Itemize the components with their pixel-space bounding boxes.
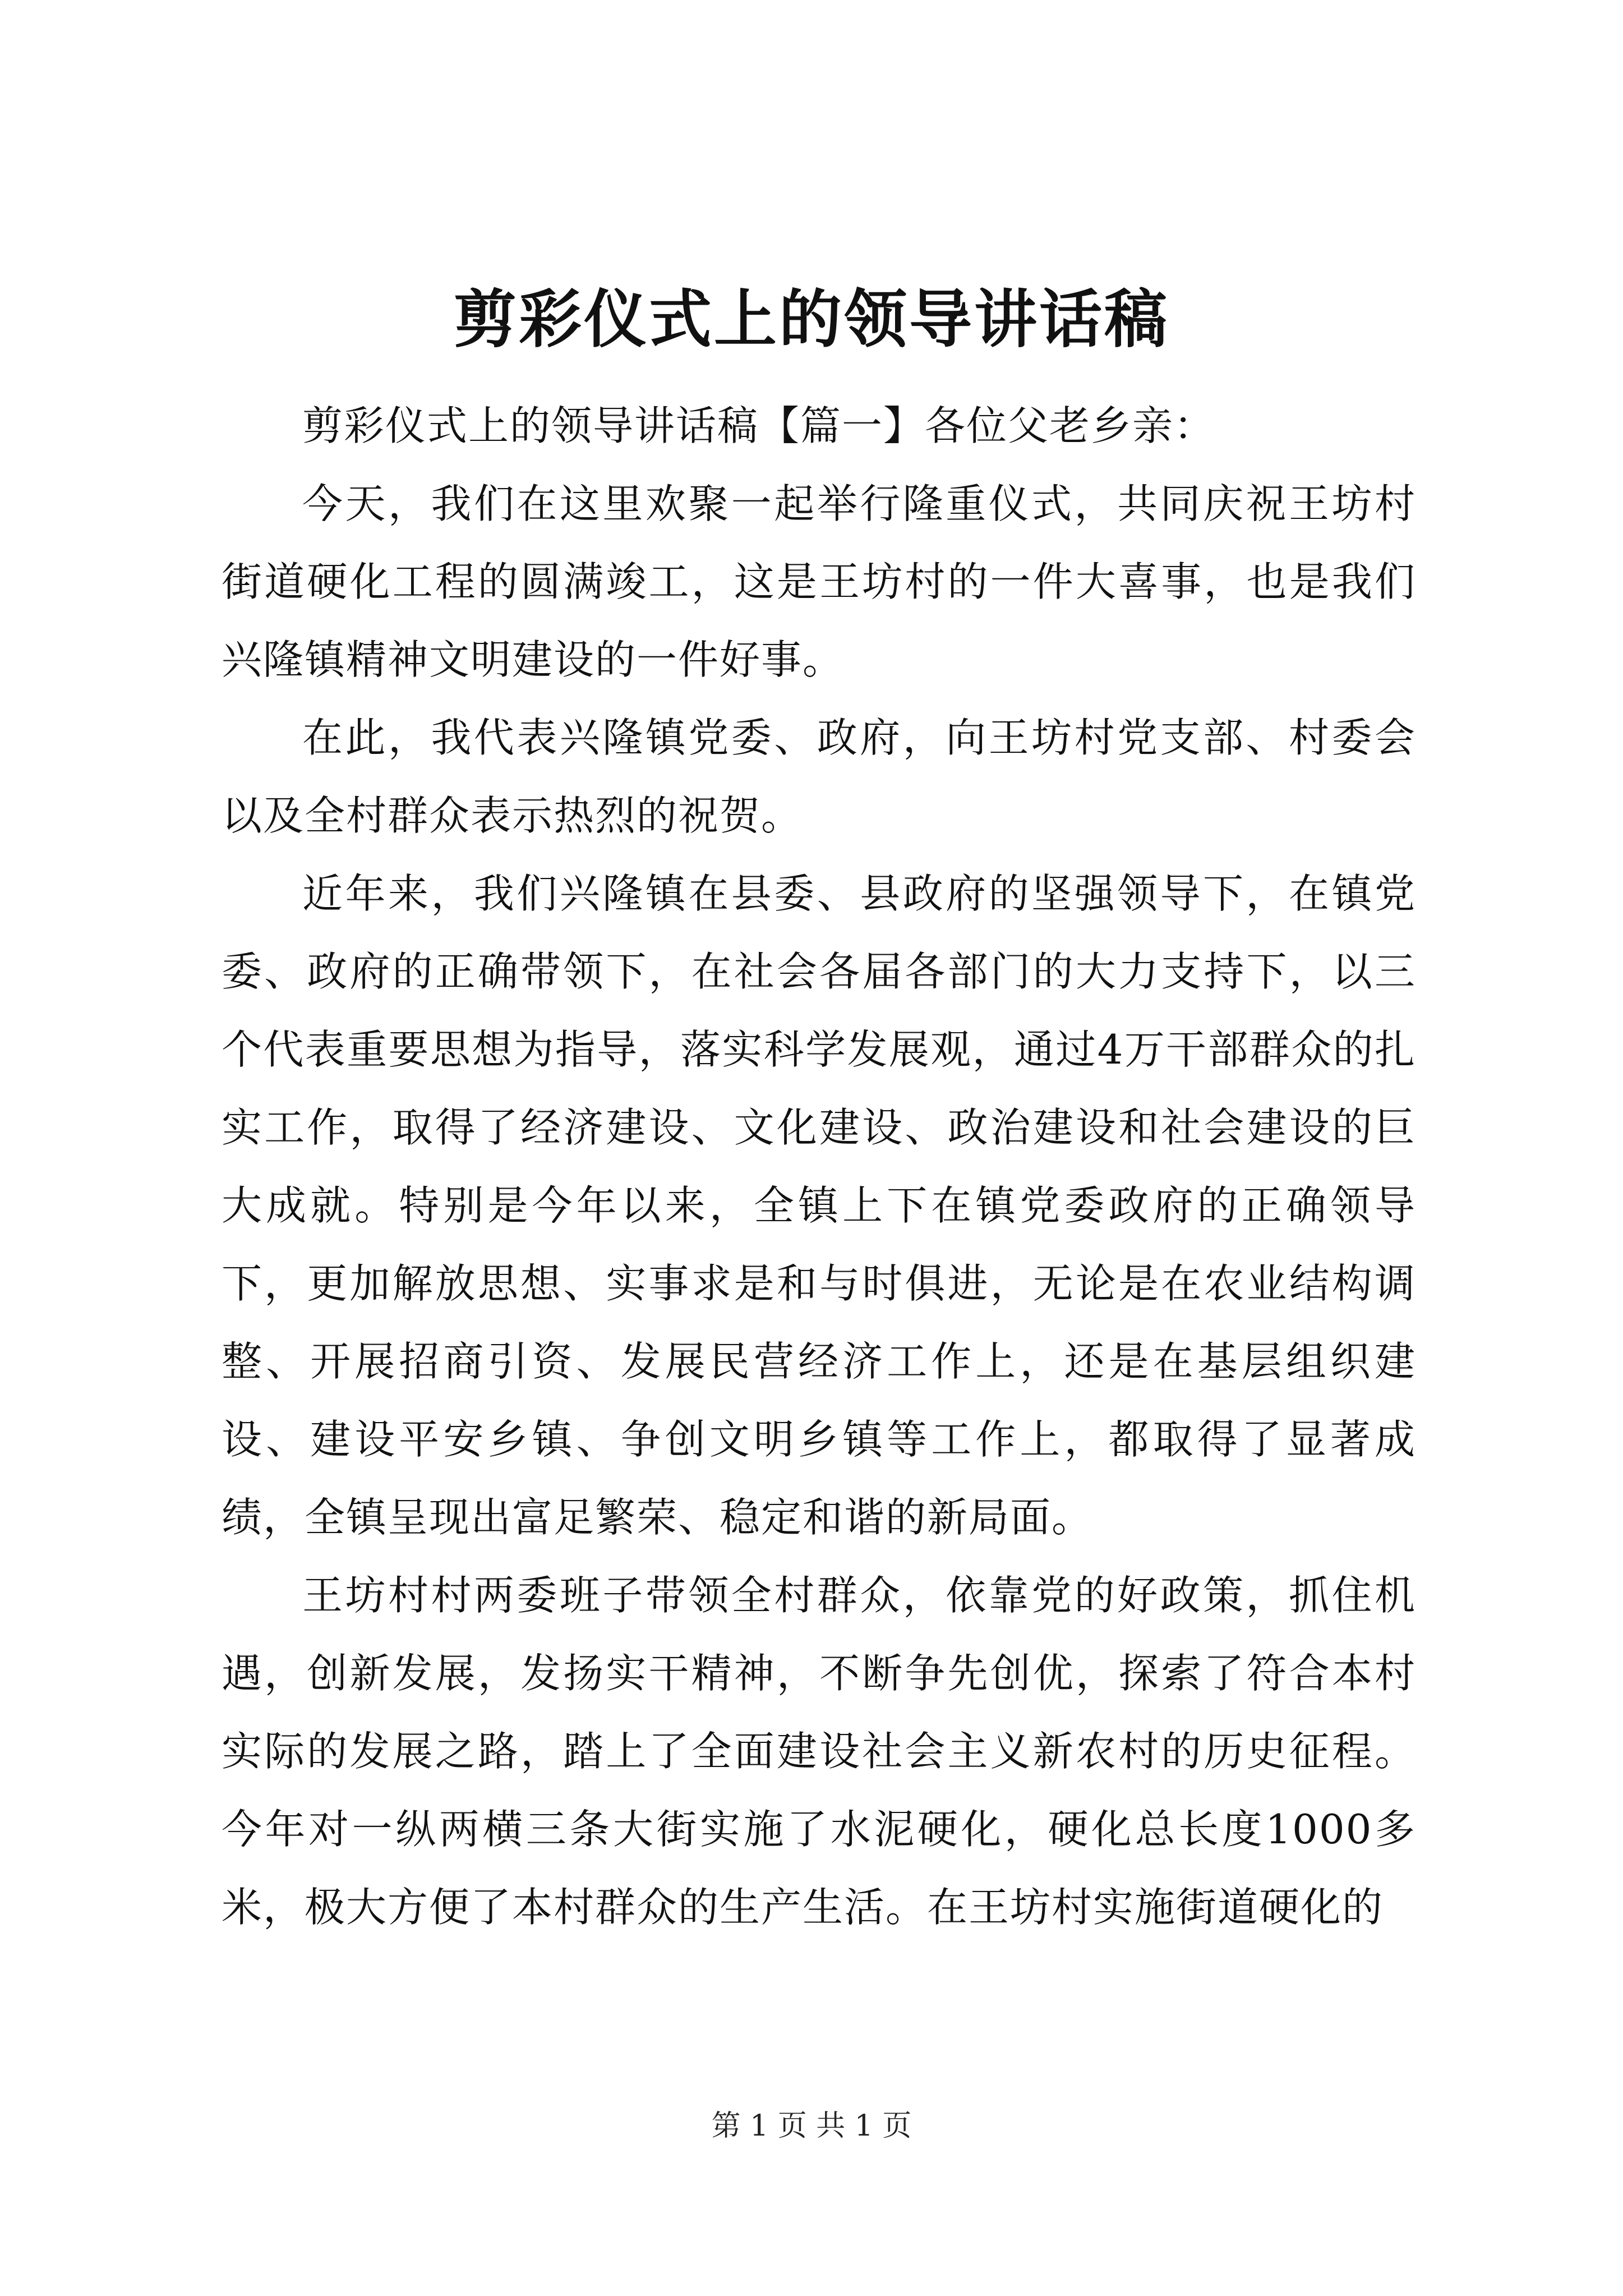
paragraph: 今天，我们在这里欢聚一起举行隆重仪式，共同庆祝王坊村街道硬化工程的圆满竣工，这是王坊村的一件大喜事，也是我们兴隆镇精神文明建设的一件好事。: [222, 480, 1416, 683]
document-body: [222, 387, 1416, 1947]
paragraph: 在此，我代表兴隆镇党委、政府，向王坊村党支部、村委会以及全村群众表示热烈的祝贺。: [222, 714, 1416, 839]
paragraph: 剪彩仪式上的领导讲话稿【篇一】各位父老乡亲：: [302, 402, 1216, 449]
paragraph: 近年来，我们兴隆镇在县委、县政府的坚强领导下，在镇党委、政府的正确带领下，在社会各届各部门的大力支持下，以三个代表重要思想为指导，落实科学发展观，通过4万干部群众的扎实工作，取得了经济建设、文化建设、政治建设和社会建设的巨大成就。特别是今年以来，全镇上下在镇党委政府的正确领导下，更加解放思想、实事求是和与时俱进，无论是在农业结构调整、开展招商引资、发展民营经济工作上，还是在基层组织建设、建设平安乡镇、争创文明乡镇等工作上，都取得了显著成绩，全镇呈现出富足繁荣、稳定和谐的新局面。: [222, 870, 1416, 1541]
paragraph: 王坊村村两委班子带领全村群众，依靠党的好政策，抓住机遇，创新发展，发扬实干精神，不断争先创优，探索了符合本村实际的发展之路，踏上了全面建设社会主义新农村的历史征程。今年对一纵两横三条大街实施了水泥硬化，硬化总长度1000多米，极大方便了本村群众的生产生活。在王坊村实施街道硬化的: [222, 1572, 1416, 1931]
document-title: 剪彩仪式上的领导讲话稿: [454, 283, 1169, 356]
page-footer: 第 1 页 共 1 页: [711, 2109, 912, 2143]
